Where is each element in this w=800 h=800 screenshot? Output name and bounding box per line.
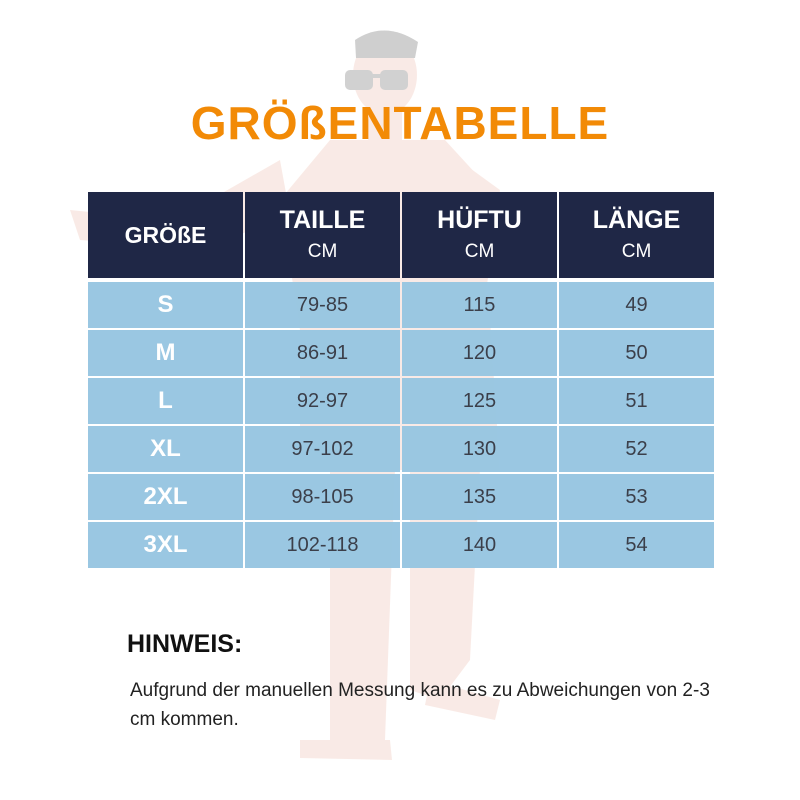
table-row [88, 378, 714, 424]
table-row [88, 474, 714, 520]
length-cell: 52 [559, 426, 714, 472]
table-row [88, 522, 714, 568]
waist-cell: 97-102 [245, 426, 400, 472]
size-cell: M [88, 330, 243, 376]
size-chart-table [86, 190, 716, 570]
size-cell: 3XL [88, 522, 243, 568]
waist-cell: 92-97 [245, 378, 400, 424]
size-cell: L [88, 378, 243, 424]
length-cell: 53 [559, 474, 714, 520]
hip-cell: 130 [402, 426, 557, 472]
header-size: GRÖßE [88, 192, 243, 278]
header-hip: HÜFTU CM [402, 192, 557, 278]
header-length: LÄNGE CM [559, 192, 714, 278]
header-waist: TAILLE CM [245, 192, 400, 278]
hip-cell: 120 [402, 330, 557, 376]
note-text: Aufgrund der manuellen Messung kann es zu Abweichungen von 2-3 cm kommen. [130, 680, 710, 730]
size-cell: XL [88, 426, 243, 472]
table-row [88, 282, 714, 328]
waist-cell: 102-118 [245, 522, 400, 568]
length-cell: 50 [559, 330, 714, 376]
hip-cell: 135 [402, 474, 557, 520]
waist-cell: 79-85 [245, 282, 400, 328]
size-cell: S [88, 282, 243, 328]
table-header-row [88, 192, 714, 278]
hip-cell: 140 [402, 522, 557, 568]
length-cell: 51 [559, 378, 714, 424]
table-row [88, 330, 714, 376]
length-cell: 49 [559, 282, 714, 328]
size-cell: 2XL [88, 474, 243, 520]
waist-cell: 98-105 [245, 474, 400, 520]
hip-cell: 115 [402, 282, 557, 328]
table-row [88, 426, 714, 472]
note-heading: HINWEIS: [127, 630, 243, 658]
hip-cell: 125 [402, 378, 557, 424]
length-cell: 54 [559, 522, 714, 568]
waist-cell: 86-91 [245, 330, 400, 376]
page-title: GRÖßENTABELLE [190, 97, 610, 149]
